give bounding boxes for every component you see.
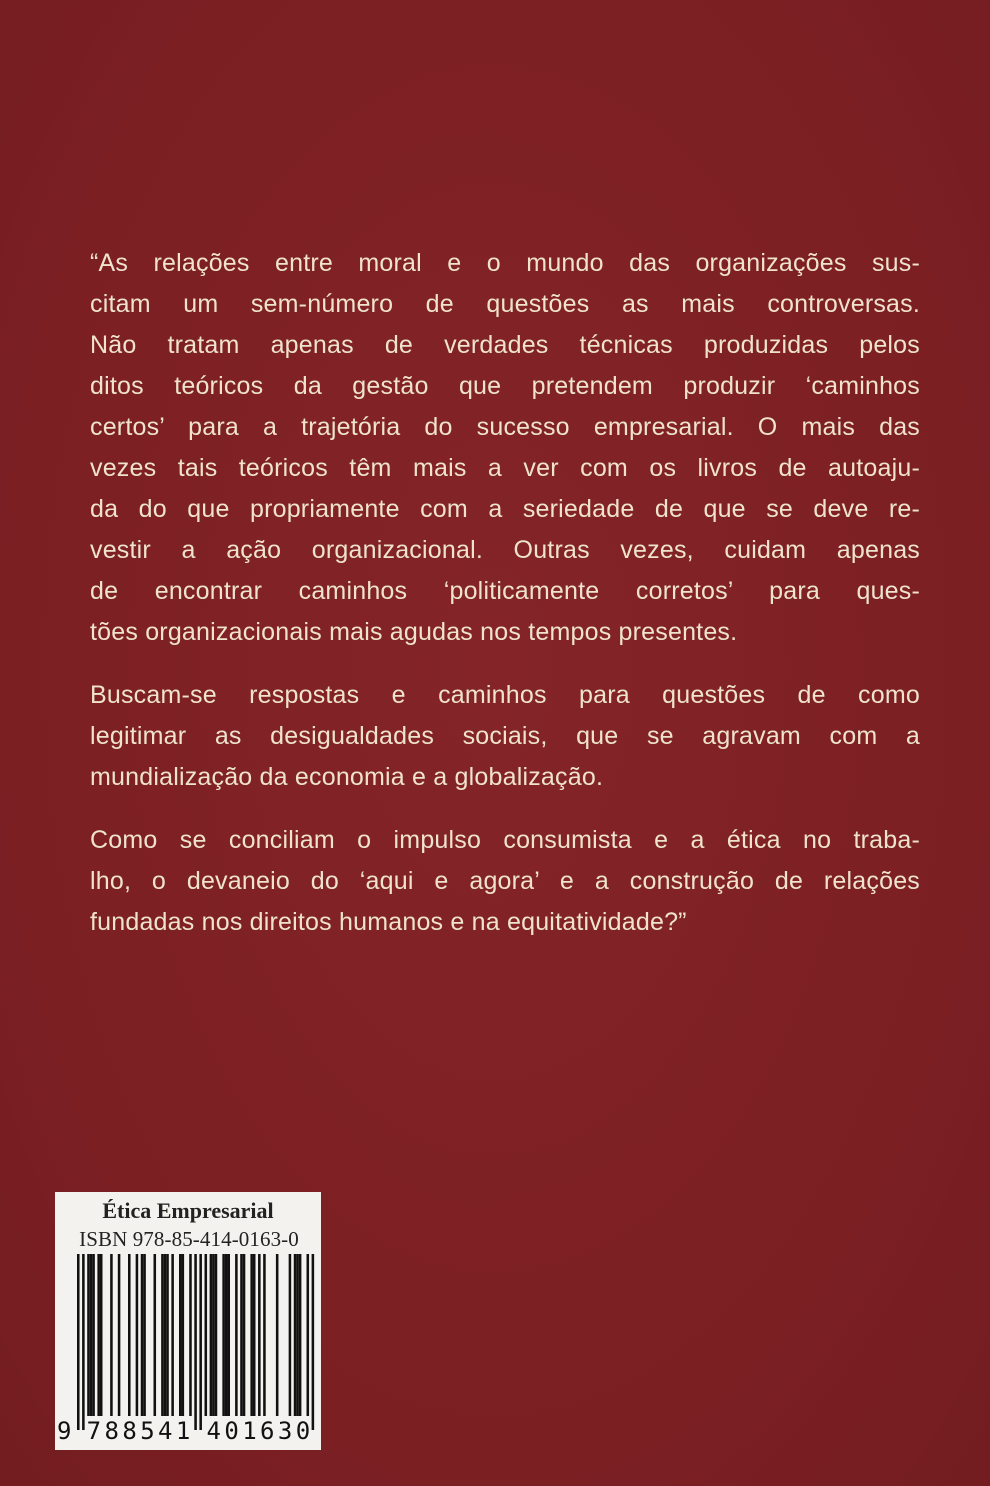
barcode-bar xyxy=(97,1254,100,1416)
barcode-bar xyxy=(154,1254,157,1416)
barcode-bar xyxy=(199,1254,202,1430)
blurb-paragraph xyxy=(90,675,920,798)
blurb-paragraph xyxy=(90,820,920,943)
book-title: Ética Empresarial xyxy=(102,1198,274,1223)
barcode-bar xyxy=(253,1254,256,1416)
barcode-digit: 9 xyxy=(57,1417,72,1445)
barcode-bar xyxy=(210,1254,213,1416)
blurb-line: tões organizacionais mais agudas nos tempos presentes. xyxy=(90,618,738,646)
barcode-bar xyxy=(312,1254,315,1430)
barcode-digit: 8 xyxy=(122,1417,137,1445)
barcode-bar xyxy=(299,1254,302,1416)
barcode-bar xyxy=(215,1254,218,1416)
barcode-digit: 0 xyxy=(295,1417,311,1445)
blurb-line: certos’ para a trajetória do sucesso empresarial. O mais das xyxy=(90,413,920,441)
barcode-digit: 0 xyxy=(224,1417,239,1445)
barcode-bar xyxy=(100,1254,103,1416)
barcode-bar xyxy=(294,1254,297,1416)
barcode-bar xyxy=(77,1254,80,1430)
blurb-line: fundadas nos direitos humanos e na equitatividade?” xyxy=(90,908,687,936)
barcode-bar xyxy=(225,1254,228,1416)
barcode-bar xyxy=(136,1254,139,1416)
barcode-bar xyxy=(194,1254,197,1430)
barcode-bar xyxy=(296,1254,299,1416)
barcode-bar xyxy=(166,1254,169,1416)
isbn-barcode-box xyxy=(55,1192,321,1450)
barcode-bar xyxy=(179,1254,182,1416)
barcode-digits xyxy=(55,1417,321,1445)
barcode-bar xyxy=(189,1254,192,1416)
barcode-bar xyxy=(307,1254,310,1416)
blurb-line: de encontrar caminhos ‘politicamente corretos’ para ques- xyxy=(90,577,920,605)
blurb-line: citam um sem-número de questões as mais controversas. xyxy=(90,290,920,318)
barcode-bar xyxy=(250,1254,253,1416)
blurb-line: mundialização da economia e a globalização. xyxy=(90,763,604,791)
barcode-bar xyxy=(222,1254,225,1416)
barcode-digit: 8 xyxy=(104,1417,119,1445)
blurb-line: “As relações entre moral e o mundo das organizações sus- xyxy=(90,249,920,277)
blurb-line: ditos teóricos da gestão que pretendem produzir ‘caminhos xyxy=(90,372,920,400)
barcode xyxy=(63,1254,315,1434)
barcode-digit: 6 xyxy=(260,1417,275,1445)
barcode-digit: 3 xyxy=(277,1417,293,1445)
barcode-bar xyxy=(205,1254,208,1416)
barcode-digit: 4 xyxy=(206,1417,221,1445)
blurb-line: da do que propriamente com a seriedade de que se deve re- xyxy=(90,495,920,523)
barcode-bar xyxy=(240,1254,243,1416)
barcode-digit: 4 xyxy=(158,1417,173,1445)
barcode-bar xyxy=(110,1254,113,1416)
barcode-bar xyxy=(82,1254,85,1430)
barcode-bar xyxy=(227,1254,230,1416)
blurb-line: legitimar as desigualdades sociais, que se agravam com a xyxy=(90,722,920,750)
barcode-bar xyxy=(92,1254,95,1416)
barcode-bar xyxy=(87,1254,90,1416)
isbn-number: ISBN 978-85-414-0163-0 xyxy=(79,1227,299,1251)
barcode-bar xyxy=(128,1254,131,1416)
barcode-digit: 1 xyxy=(175,1417,191,1445)
barcode-bar xyxy=(161,1254,164,1416)
barcode-bar xyxy=(141,1254,144,1416)
barcode-digit: 7 xyxy=(86,1417,102,1445)
barcode-digit: 5 xyxy=(140,1417,155,1445)
blurb-line: Não tratam apenas de verdades técnicas produzidas pelos xyxy=(90,331,920,359)
barcode-bar xyxy=(118,1254,121,1416)
barcode-digit: 1 xyxy=(242,1417,257,1445)
barcode-bar xyxy=(90,1254,93,1416)
barcode-bar xyxy=(212,1254,215,1416)
barcode-bar xyxy=(182,1254,185,1416)
blurb-line: Como se conciliam o impulso consumista e a ética no traba- xyxy=(90,826,920,854)
blurb-line: vezes tais teóricos têm mais a ver com os livros de autoaju- xyxy=(90,454,920,482)
barcode-bar xyxy=(258,1254,261,1416)
barcode-bar xyxy=(143,1254,146,1416)
blurb-line: Buscam-se respostas e caminhos para questões de como xyxy=(90,681,920,709)
barcode-bar xyxy=(235,1254,238,1416)
blurb-paragraph xyxy=(90,243,920,653)
blurb-line: lho, o devaneio do ‘aqui e agora’ e a construção de relações xyxy=(90,867,920,895)
barcode-bar xyxy=(243,1254,246,1416)
barcode-bar xyxy=(171,1254,174,1416)
back-cover-blurb xyxy=(90,243,920,965)
barcode-bar xyxy=(276,1254,279,1416)
barcode-bar xyxy=(164,1254,167,1416)
blurb-line: vestir a ação organizacional. Outras vezes, cuidam apenas xyxy=(90,536,920,564)
barcode-bar xyxy=(263,1254,266,1416)
barcode-bar xyxy=(289,1254,292,1416)
